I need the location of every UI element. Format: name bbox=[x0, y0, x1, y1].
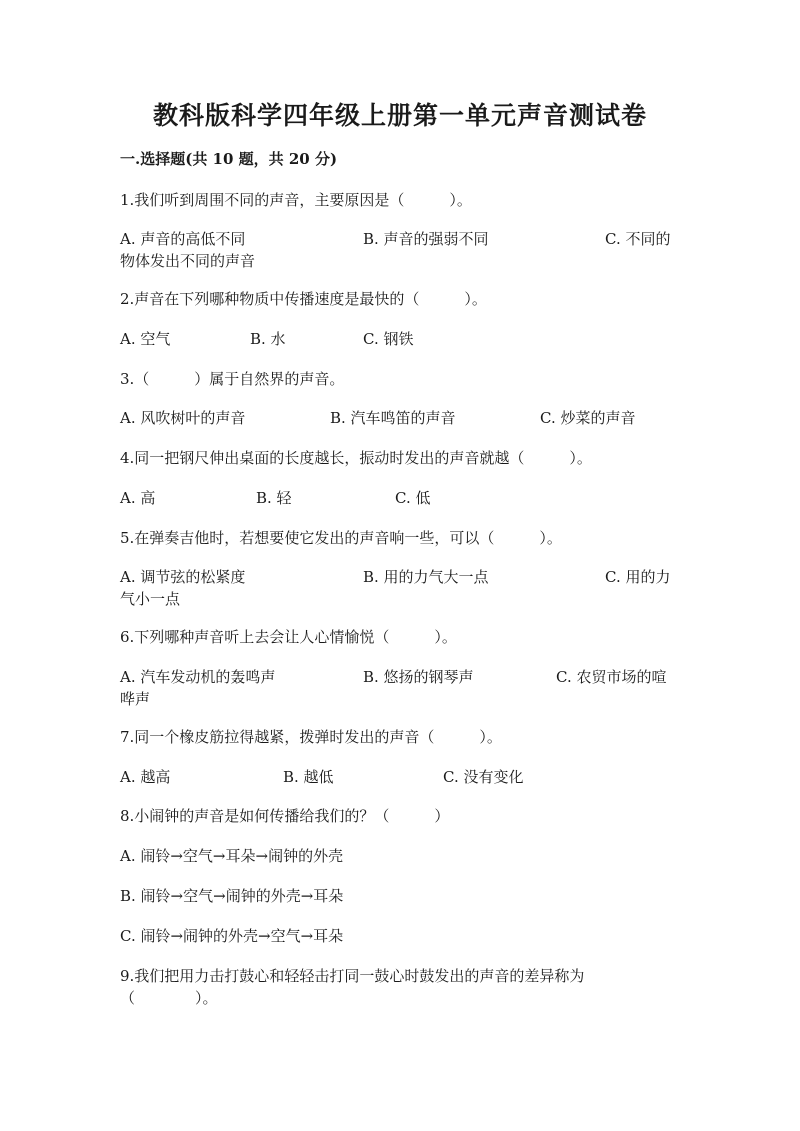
question-6-option-c: C. 农贸市场的喧 bbox=[556, 668, 667, 686]
question-3-option-c: C. 炒菜的声音 bbox=[540, 409, 636, 427]
question-3-stem: 3.（ ）属于自然界的声音。 bbox=[120, 370, 345, 388]
question-2-stem: 2.声音在下列哪种物质中传播速度是最快的（ ）。 bbox=[120, 290, 487, 308]
question-7-stem: 7.同一个橡皮筋拉得越紧，拨弹时发出的声音（ ）。 bbox=[120, 728, 502, 746]
question-8-option-c: C. 闹铃→闹钟的外壳→空气→耳朵 bbox=[120, 927, 344, 945]
question-6-stem: 6.下列哪种声音听上去会让人心情愉悦（ ）。 bbox=[120, 628, 457, 646]
question-7-option-b: B. 越低 bbox=[283, 768, 334, 786]
question-6-option-a: A. 汽车发动机的轰鸣声 bbox=[120, 668, 276, 686]
question-9-stem: 9.我们把用力击打鼓心和轻轻击打同一鼓心时鼓发出的声音的差异称为 bbox=[120, 967, 585, 985]
question-2-option-b: B. 水 bbox=[250, 330, 286, 348]
question-1-stem: 1.我们听到周围不同的声音，主要原因是（ ）。 bbox=[120, 191, 472, 209]
question-1-option-c: C. 不同的 bbox=[605, 230, 671, 248]
question-1-option-a: A. 声音的高低不同 bbox=[120, 230, 246, 248]
question-4-stem: 4.同一把钢尺伸出桌面的长度越长，振动时发出的声音就越（ ）。 bbox=[120, 449, 592, 467]
question-1-option-b: B. 声音的强弱不同 bbox=[363, 230, 489, 248]
question-5-option-b: B. 用的力气大一点 bbox=[363, 568, 489, 586]
question-8-option-b: B. 闹铃→空气→闹钟的外壳→耳朵 bbox=[120, 887, 344, 905]
question-8-option-a: A. 闹铃→空气→耳朵→闹钟的外壳 bbox=[120, 847, 344, 865]
question-5-stem: 5.在弹奏吉他时，若想要使它发出的声音响一些，可以（ ）。 bbox=[120, 529, 562, 547]
question-7-option-a: A. 越高 bbox=[120, 768, 171, 786]
question-4-option-b: B. 轻 bbox=[256, 489, 292, 507]
question-5-option-c-continuation: 气小一点 bbox=[120, 590, 181, 608]
question-3-option-b: B. 汽车鸣笛的声音 bbox=[330, 409, 456, 427]
question-1-option-c-continuation: 物体发出不同的声音 bbox=[120, 252, 256, 270]
question-7-option-c: C. 没有变化 bbox=[443, 768, 524, 786]
question-8-stem: 8.小闹钟的声音是如何传播给我们的？（ ） bbox=[120, 807, 450, 825]
question-4-option-c: C. 低 bbox=[395, 489, 431, 507]
question-5-option-a: A. 调节弦的松紧度 bbox=[120, 568, 246, 586]
question-3-option-a: A. 风吹树叶的声音 bbox=[120, 409, 246, 427]
question-9-stem-continuation: （ ）。 bbox=[120, 989, 218, 1007]
question-4-option-a: A. 高 bbox=[120, 489, 156, 507]
question-5-option-c: C. 用的力 bbox=[605, 568, 671, 586]
question-6-option-c-continuation: 哗声 bbox=[120, 690, 151, 708]
question-2-option-a: A. 空气 bbox=[120, 330, 171, 348]
question-2-option-c: C. 钢铁 bbox=[363, 330, 414, 348]
exam-title: 教科版科学四年级上册第一单元声音测试卷 bbox=[152, 101, 647, 130]
question-6-option-b: B. 悠扬的钢琴声 bbox=[363, 668, 474, 686]
section-heading: 一.选择题(共 10 题，共 20 分) bbox=[120, 150, 338, 168]
